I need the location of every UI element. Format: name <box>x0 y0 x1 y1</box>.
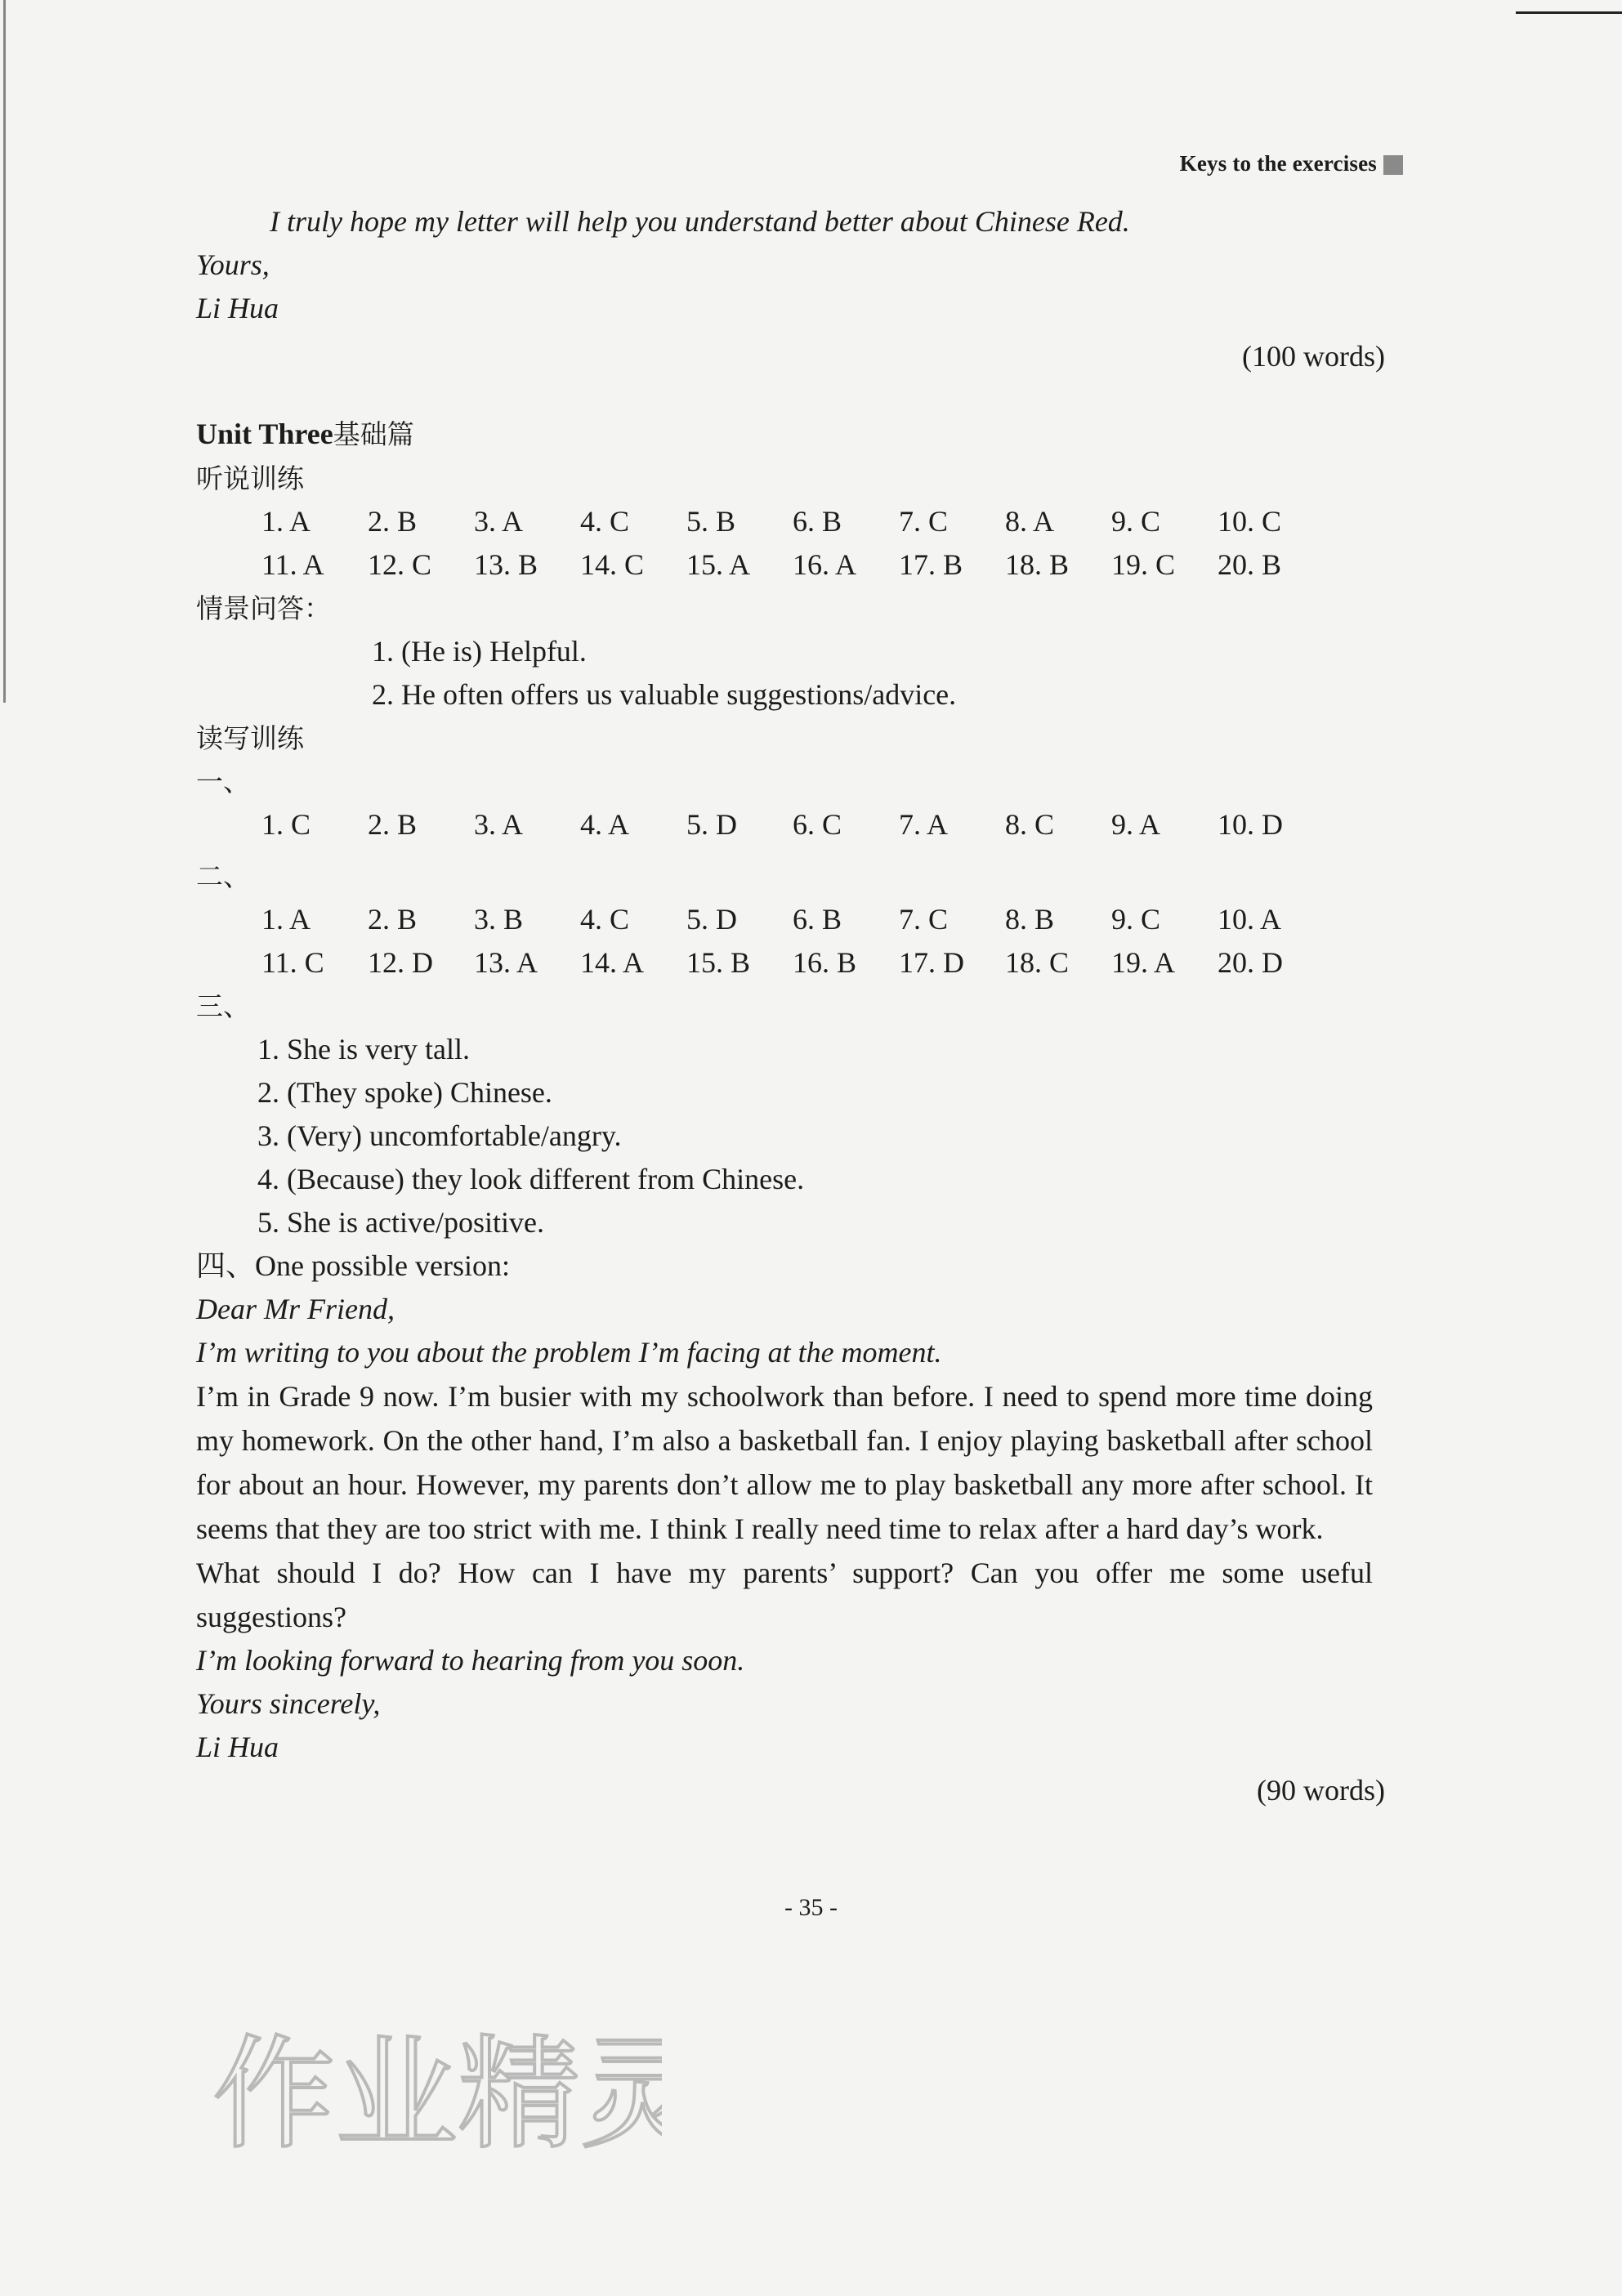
listening-answer: 15. A <box>686 548 751 581</box>
part2-answer: 7. C <box>899 903 949 936</box>
listening-answer: 1. A <box>261 505 311 538</box>
watermark-logo <box>204 2022 662 2161</box>
listening-answer: 13. B <box>474 548 538 581</box>
part4-label: 四、One possible version: <box>196 1249 510 1282</box>
scenario-answer-2: 2. He often offers us valuable suggestions/advice. <box>372 678 957 711</box>
section-heading-listening: 听说训练 <box>196 462 304 494</box>
part3-answer-2: 2. (They spoke) Chinese. <box>257 1076 552 1109</box>
part1-answer: 3. A <box>474 808 524 841</box>
word-count: (100 words) <box>1242 340 1385 373</box>
letter-body-paragraph-1: I’m in Grade 9 now. I’m busier with my schoolwork than before. I need to spend more time doing my homework. On the other hand, I’m also a basketball fan. I enjoy playing basketball after school for about an hour. However, my parents don’t allow me to play basketball any more after school. It seems that they are too strict with me. I think I really need time to relax after a hard day’s work. <box>196 1380 1373 1545</box>
part1-answer: 7. A <box>899 808 949 841</box>
part2-answer: 13. A <box>474 946 538 979</box>
part2-answer: 16. B <box>793 946 857 979</box>
page-number: - 35 - <box>784 1894 838 1921</box>
part1-answer: 1. C <box>261 808 311 841</box>
part3-label: 三、 <box>196 990 250 1022</box>
part1-answer: 5. D <box>686 808 737 841</box>
listening-answer: 16. A <box>793 548 857 581</box>
scan-edge-top <box>1516 11 1622 14</box>
part1-answer: 2. B <box>368 808 418 841</box>
listening-answer: 12. C <box>368 548 432 581</box>
listening-row <box>196 543 1385 587</box>
listening-answer: 6. B <box>793 505 842 538</box>
listening-answer: 4. C <box>580 505 630 538</box>
header-square-icon <box>1383 155 1403 175</box>
part2-answer: 1. A <box>261 903 311 936</box>
running-header: Keys to the exercises <box>1179 151 1377 176</box>
listening-answer: 14. C <box>580 548 645 581</box>
part2-answer: 14. A <box>580 946 645 979</box>
letter-name-2: Li Hua <box>196 1731 279 1763</box>
part2-answer: 6. B <box>793 903 842 936</box>
part1-label: 一、 <box>196 766 250 797</box>
part1-answer: 8. C <box>1005 808 1055 841</box>
letter-signoff: Yours, <box>196 248 270 281</box>
part2-answer: 17. D <box>899 946 964 979</box>
part2-answer: 10. A <box>1218 903 1282 936</box>
part1-answer: 9. A <box>1111 808 1161 841</box>
page-content <box>196 200 1385 1812</box>
part3-answer-1: 1. She is very tall. <box>257 1033 470 1065</box>
part2-label: 二、 <box>196 860 250 892</box>
part2-answer: 20. D <box>1218 946 1283 979</box>
part2-answer: 12. D <box>368 946 433 979</box>
part3-answer-4: 4. (Because) they look different from Chinese. <box>257 1163 805 1195</box>
part3-answer-5: 5. She is active/positive. <box>257 1206 544 1239</box>
part2-answer: 8. B <box>1005 903 1055 936</box>
listening-answer: 11. A <box>261 548 324 581</box>
part2-answer: 15. B <box>686 946 751 979</box>
part1-answer: 10. D <box>1218 808 1283 841</box>
part1-answers <box>196 803 1385 846</box>
listening-answer: 19. C <box>1111 548 1176 581</box>
unit-title-cn: 基础篇 <box>333 418 414 450</box>
letter-closing-sentence: I truly hope my letter will help you understand better about Chinese Red. <box>270 205 1130 238</box>
letter-signoff-2: Yours sincerely, <box>196 1687 381 1720</box>
listening-answer: 2. B <box>368 505 418 538</box>
letter-greeting: Dear Mr Friend, <box>196 1293 395 1325</box>
letter-body-paragraph-2: What should I do? How can I have my parents’ support? Can you offer me some useful suggestions? <box>196 1557 1373 1633</box>
listening-answer: 20. B <box>1218 548 1282 581</box>
listening-answer: 5. B <box>686 505 736 538</box>
listening-answer: 3. A <box>474 505 524 538</box>
listening-row <box>196 500 1385 543</box>
section-heading-reading-writing: 读写训练 <box>196 722 304 754</box>
part2-row <box>196 941 1385 985</box>
part2-answer: 5. D <box>686 903 737 936</box>
part2-answer: 18. C <box>1005 946 1070 979</box>
part1-row <box>196 803 1385 846</box>
listening-answer: 9. C <box>1111 505 1161 538</box>
listening-answer: 10. C <box>1218 505 1282 538</box>
part1-answer: 4. A <box>580 808 630 841</box>
listening-answers <box>196 500 1385 587</box>
listening-answer: 18. B <box>1005 548 1070 581</box>
svg-text:作业精灵: 作业精灵 <box>212 2024 662 2161</box>
part1-answer: 6. C <box>793 808 842 841</box>
part2-answer: 11. C <box>261 946 324 979</box>
scenario-answer-1: 1. (He is) Helpful. <box>372 635 587 668</box>
part2-answer: 9. C <box>1111 903 1161 936</box>
part2-answer: 4. C <box>580 903 630 936</box>
unit-heading <box>196 411 1385 457</box>
part2-answer: 19. A <box>1111 946 1176 979</box>
watermark-outline-text <box>204 2022 662 2161</box>
section-heading-scenario: 情景问答： <box>196 592 331 624</box>
part2-answer: 3. B <box>474 903 524 936</box>
letter-name: Li Hua <box>196 292 279 324</box>
part3-answer-3: 3. (Very) uncomfortable/angry. <box>257 1119 622 1152</box>
word-count-2: (90 words) <box>1257 1774 1385 1807</box>
part2-answer: 2. B <box>368 903 418 936</box>
letter-closing: I’m looking forward to hearing from you soon. <box>196 1644 745 1677</box>
part2-answers <box>196 898 1385 985</box>
part2-row <box>196 898 1385 941</box>
letter-opening: I’m writing to you about the problem I’m facing at the moment. <box>196 1336 942 1369</box>
scan-edge-left <box>3 0 6 703</box>
unit-title-en: Unit Three <box>196 418 333 450</box>
listening-answer: 8. A <box>1005 505 1055 538</box>
listening-answer: 17. B <box>899 548 963 581</box>
listening-answer: 7. C <box>899 505 949 538</box>
